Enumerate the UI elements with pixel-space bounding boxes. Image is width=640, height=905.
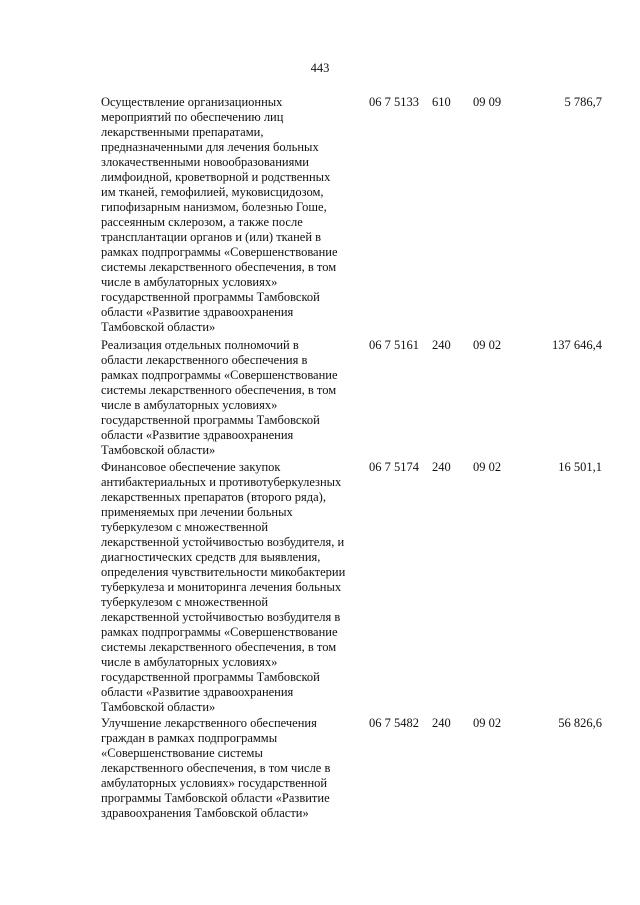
- row-amount: 5 786,7: [564, 95, 602, 109]
- row-section-code: 09 02: [473, 716, 502, 730]
- row-expense-type-code: 240: [432, 716, 451, 730]
- row-target-article-code: 06 7 5174: [369, 460, 419, 474]
- row-expense-type-code: 240: [432, 338, 451, 352]
- page-number: 443: [310, 61, 330, 75]
- row-target-article-code: 06 7 5133: [369, 95, 419, 109]
- row-description: Осуществление организационных мероприятий по обеспечению лиц лекарственными препаратами, предназначенными для лечения больных злокачественными новообразованиями лимфоидной, кроветворной и родственных им тканей, гемофилией, муковисцидозом, гипофизарным нанизмом, болезнью Гоше, рассеянным склерозом, а также после трансплантации органов и (или) тканей в рамках подпрограммы «Совершенствование системы лекарственного обеспечения, в том числе в амбулаторных условиях» государственной программы Тамбовской области «Развитие здравоохранения Тамбовской области»: [101, 95, 338, 334]
- row-section-code: 09 02: [473, 460, 502, 474]
- row-amount: 137 646,4: [552, 338, 602, 352]
- row-description: Финансовое обеспечение закупок антибактериальных и противотуберкулезных лекарственных препаратов (второго ряда), применяемых при лечении больных туберкулезом с множественной лекарственной устойчивостью возбудителя, и диагностических средств для выявления, определения чувствительности микобактерии туберкулеза и мониторинга лечения больных туберкулезом с множественной лекарственной устойчивостью возбудителя в рамках подпрограммы «Совершенствование системы лекарственного обеспечения, в том числе в амбулаторных условиях» государственной программы Тамбовской области «Развитие здравоохранения Тамбовской области»: [101, 460, 346, 714]
- row-section-code: 09 09: [473, 95, 502, 109]
- row-expense-type-code: 240: [432, 460, 451, 474]
- row-amount: 16 501,1: [558, 460, 602, 474]
- row-description: Реализация отдельных полномочий в области лекарственного обеспечения в рамках подпрограммы «Совершенствование системы лекарственного обеспечения, в том числе в амбулаторных условиях» государственной программы Тамбовской области «Развитие здравоохранения Тамбовской области»: [101, 338, 338, 457]
- row-description: Улучшение лекарственного обеспечения граждан в рамках подпрограммы «Совершенствование системы лекарственного обеспечения, в том числе в амбулаторных условиях» государственной программы Тамбовской области «Развитие здравоохранения Тамбовской области»: [101, 716, 331, 820]
- row-amount: 56 826,6: [558, 716, 602, 730]
- row-expense-type-code: 610: [432, 95, 451, 109]
- row-target-article-code: 06 7 5161: [369, 338, 419, 352]
- row-section-code: 09 02: [473, 338, 502, 352]
- row-target-article-code: 06 7 5482: [369, 716, 419, 730]
